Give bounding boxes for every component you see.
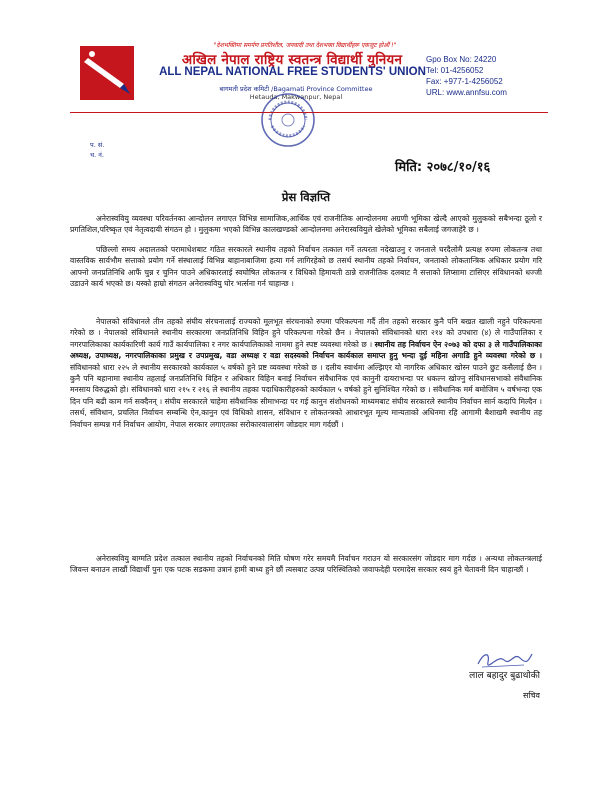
contact-block xyxy=(426,54,546,98)
paragraph-4: अनेरास्ववियु बाग्मति प्रदेश तत्काल स्थानीय तहको निर्वाचनको मिति घोषण गरेर समयमै निर्वाचन गराउन यो सरकारसंग जोडदार माग गर्दछ । अन्यथा लोकतन्त्रलाई जिवन्त बनाउन लाखौं विद्यार्थी पुनः एक पटक सडकमा उत्रानं हामी बाध्य हुने छौं त्यसबाट उत्पन्न परिस्थितिको जवाफदेही परमादेस सरकार स्वयं हुने चेतावनी दिन चाहान्छौं । xyxy=(70,554,542,575)
reference-ps: प. सं. xyxy=(90,141,105,149)
fax: Fax: +977-1-4256052 xyxy=(426,77,503,86)
telephone: Tel: 01-4256052 xyxy=(426,66,484,75)
letterhead-divider xyxy=(70,112,548,113)
letterhead-title-nepali: अखिल नेपाल राष्ट्रिय स्वतन्त्र विद्यार्थी युनियन xyxy=(181,52,403,68)
signatory-name: लाल बहादुर बुढाथोकी xyxy=(469,671,540,681)
handwritten-signature xyxy=(474,648,534,670)
po-box: Gpo Box No: 24220 xyxy=(426,55,497,64)
paragraph-3-body: संविधानको धारा २२५ ले स्थानीय सरकारको कार्यकाल ५ वर्षको हुने प्रष्ट व्यवस्था गरेको छ । दलीय स्वार्थमा अल्झिएर यो नागरिक अधिकार खोस्न पाउने छुट कसैलाई छैन । कुनै पनि बहानामा स्थानीय तहलाई जनप्रतिनिधि विहिन र अधिकार विहिन बनाई निर्वाचन संवैधानिक एवं कानुनी दायराभन्दा पर धकल्न खोज्नु संविधानसभाको संवैधानिक मनसाय विरुद्धको हो। संविधानको धारा २१५ र २१६ ले स्थानीय तहका पदाधिकारीहरुको कार्यकाल ५ वर्षको हुने सुनिश्चित गरेको छ । संवैधानिक मर्म बमोजिम ५ वर्षभन्दा एक दिन पनि बढी काम गर्न सक्दैनन् । संघीय सरकारले चाहेमा संवैधानिक सीमाभन्दा पर गई कानुन संशोधनको माध्यमबाट संघीय सरकारले स्थानीय निर्वाचन सार्न कदापि मिल्दैन । तसर्थ, संविधान, प्रचलित निर्वाचन सम्बन्धि ऐन,कानुन एवं विधिको शासन, संविधान र लोकतन्त्रको आधारभूत मूल्य मान्यताको अधिनमा रहि आगामी बैशाखमै स्थानीय तह निर्वाचन सम्पन्न गर्न निर्वाचन आयोग, नेपाल सरकार लगाएतका सरोकारवालासंग जोडदार माग गर्दछौं । xyxy=(70,362,542,429)
document-date: मिति: २०७८/१०/१६ xyxy=(395,160,491,175)
paragraph-3-intro: नेपालको संविधानले तीन तहको संघीय संरचनालाई राज्यको मूलभूत संरचनाको रुपमा परिकल्पना गर्दै तीन तहको सरकार कुनै पनि बखत खाली नहुने परिकल्पना गरेको छ । नेपालको संविधानले स्थानीय सरकारमा जनप्रतिनिधि विहिन हुने परिकल्पना गरेको छैन । नेपालको संविधानको धारा २१४ को उपधारा (४) ले गाउँपालिका र नगरपालिकाका कार्यकारिणी कार्य गाउँ कार्यपालिका र नगर कार्यपालिकाको नाममा हुने स्पष्ट व्यवस्था गरेको छ । xyxy=(70,317,542,349)
letterhead-title-english: ALL NEPAL NATIONAL FREE STUDENTS' UNION xyxy=(159,66,426,78)
official-seal-stamp xyxy=(260,92,316,148)
committee-address: Hetauda, Makwanpur, Nepal xyxy=(249,93,343,101)
union-logo xyxy=(78,44,136,102)
document-heading: प्रेस विज्ञप्ति xyxy=(281,190,331,204)
paragraph-3 xyxy=(70,316,542,430)
signatory-title: सचिव xyxy=(522,691,540,700)
committee-name: बागमती प्रदेश कमिटी /Bagamati Province Committee xyxy=(219,85,373,93)
website: URL: www.annfsu.com xyxy=(426,88,507,97)
paragraph-3-bold-provision: स्थानीय तह निर्वाचन ऐन २०७३ को दफा ३ ले गाउँपालिकाका अध्यक्ष, उपाध्यक्ष, नगरपालिकाका प्रमुख र उपप्रमुख, वडा अध्यक्ष र वडा सदस्यको निर्वाचन कार्यकाल समाप्त हुनु भन्दा दुई महिना अगाडि हुने व्यवस्था गरेको छ । xyxy=(70,339,543,361)
paragraph-2: पछिल्लो समय अदालतको परामाधेशबाट गठित सरकारले स्थानीय तहको निर्वाचन तत्काल गर्ने तत्परता नदेखाउनु र जनताले घरदैलोमै प्रत्यक्ष रुपमा लोकतन्त्र तथा वास्तविक सार्वभौम सत्ताको प्रयोग गर्ने संस्थालाई विभिन्न बाहानाबाजिमा हत्या गर्न लागिरहेको छ तसर्थ स्थानीय तहको निर्वाचन, जनताको लोकतान्त्रिक अधिकार प्रयोग गरि आफ्नो जनप्रतिनिधि आफैं चुन्न र चुनिन पाउने अधिकारलाई स्वघोषित लोकतन्त्र र विधिको हिमायती ठान्ने राजनीतिक दलबाट नै सत्ताको लिप्सामा टासिएर संविधानको धज्जी उडाउने कार्य भएको छ। यस्को हाम्रो संगठन अनेरास्ववियु घोर भर्त्सना गर्न चाहान्छ । xyxy=(70,245,542,289)
paragraph-1: अनेरास्ववियु व्यवस्था परिवर्तनका आन्दोलन लगाएत विभिन्न सामाजिक,आर्थिक एवं राजनीतिक आन्दोलनमा अग्रणी भूमिका खेल्दै आएको मुलुकको सबैभन्दा ठूलो र प्रगतिशिल,परिष्कृत एवं नेतृत्वदायी संगठन हो । मुलुकमा भएको विभिन्न कालखण्डको आन्दोलनमा अनेरास्ववियुले खेलेको भूमिका सबैलाई जगजाहेरै छ । xyxy=(70,214,542,235)
reference-cn: च. नं. xyxy=(90,151,104,159)
reference-numbers xyxy=(90,140,104,160)
letterhead-tagline: "देशभक्तिमा समर्पण प्रगतिशील, जनवादी तथा देशभक्त विद्यार्थीहरू एकजुट होऔं !" xyxy=(213,42,397,49)
